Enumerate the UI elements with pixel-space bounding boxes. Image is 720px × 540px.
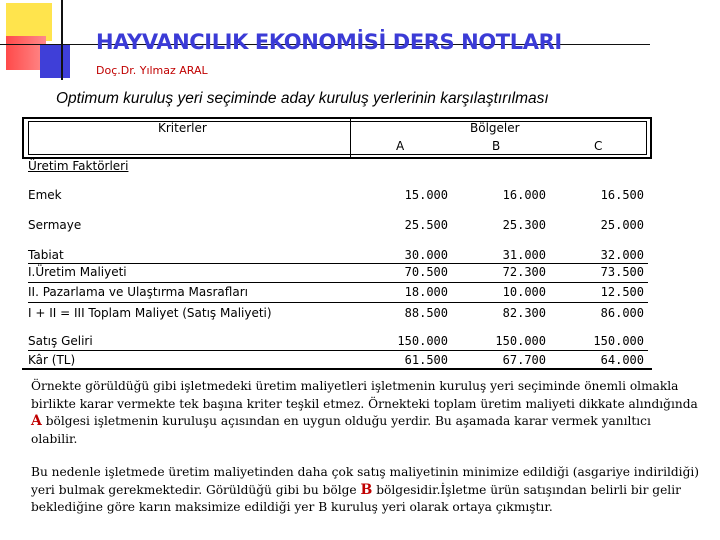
value-c: 12.500 [600,285,644,299]
table-bottom-border [22,368,652,370]
value-c: 16.500 [600,188,644,202]
paragraph-2-text-start: Bu nedenle işletmede üretim maliyetinden daha çok satış maliyetinin minimize edildiği (asgariye indirildiği) yeri bulmak gerekmektedir. Görüldüğü gibi bu bölge [31,465,700,497]
row-divider [28,263,648,264]
value-c: 73.500 [600,265,644,279]
paragraph-1 [31,378,701,448]
header-right-border [650,117,652,159]
page-title: HAYVANCILIK EKONOMİSİ DERS NOTLARI [96,30,562,54]
col-header-c: C [594,139,603,153]
value-b: 82.300 [502,306,546,320]
value-b: 25.300 [502,218,546,232]
row-label: II. Pazarlama ve Ulaştırma Masrafları [28,285,248,299]
value-c: 64.000 [600,353,644,367]
paragraph-1-text-start: Örnekte görüldüğü gibi işletmedeki üretim maliyetleri işletmenin kuruluş yeri seçiminde önemli olmakla birlikte karar vermekte tek başına kriter teşkil etmez. Örnekteki toplam üretim maliyeti dikkate alındığında [31,379,698,411]
header-inner-left-border [28,121,29,155]
logo-vertical-line [61,0,63,80]
paragraph-1-highlight: A [31,413,42,429]
value-b: 10.000 [502,285,546,299]
section-header: Üretim Faktörleri [28,159,129,173]
row-label: Kâr (TL) [28,353,76,367]
slide-subtitle: Optimum kuruluş yeri seçiminde aday kuruluş yerlerinin karşılaştırılması [56,90,549,107]
header-left-border [22,117,24,159]
paragraph-2 [31,464,701,517]
row-divider [28,350,648,351]
value-a: 15.000 [404,188,448,202]
author-name: Doç.Dr. Yılmaz ARAL [96,64,208,77]
row-label: Satış Geliri [28,334,93,348]
col-header-a: A [396,139,405,153]
value-a: 61.500 [404,353,448,367]
paragraph-2-highlight: B [360,481,373,498]
header-column-divider [350,119,351,157]
value-a: 25.500 [404,218,448,232]
value-a: 88.500 [404,306,448,320]
value-b: 150.000 [495,334,546,348]
header-inner-right-border [646,121,647,155]
row-divider [28,302,648,303]
paragraph-1-text-end: bölgesi işletmenin kuruluşu açısından en uygun olduğu yerdir. Bu aşamada karar vermek yanıltıcı olabilir. [31,414,651,446]
header-inner-top-border [28,121,646,122]
row-label: Emek [28,188,62,202]
value-a: 70.500 [404,265,448,279]
row-label: Tabiat [28,248,64,262]
row-label: Sermaye [28,218,82,232]
logo-blue-block [40,44,70,78]
criteria-header: Kriterler [158,121,207,135]
row-label: I + II = III Toplam Maliyet (Satış Maliyeti) [28,306,272,320]
row-label: I.Üretim Maliyeti [28,265,127,279]
col-header-b: B [492,139,501,153]
value-b: 67.700 [502,353,546,367]
paragraph-2-text-end: bölgesidir.İşletme ürün satışından belirli bir gelir beklediğine göre karın maksimize edildiği yer B kuruluş yeri olarak ortaya çıkmıştır. [31,482,681,514]
value-c: 86.000 [600,306,644,320]
value-b: 16.000 [502,188,546,202]
value-c: 25.000 [600,218,644,232]
value-a: 150.000 [397,334,448,348]
value-b: 31.000 [502,248,546,262]
value-b: 72.300 [502,265,546,279]
value-a: 18.000 [404,285,448,299]
header-inner-bottom-border [28,154,646,155]
value-a: 30.000 [404,248,448,262]
value-c: 150.000 [593,334,644,348]
value-c: 32.000 [600,248,644,262]
regions-header: Bölgeler [470,121,520,135]
row-divider [28,282,648,283]
header-top-border [22,117,652,119]
